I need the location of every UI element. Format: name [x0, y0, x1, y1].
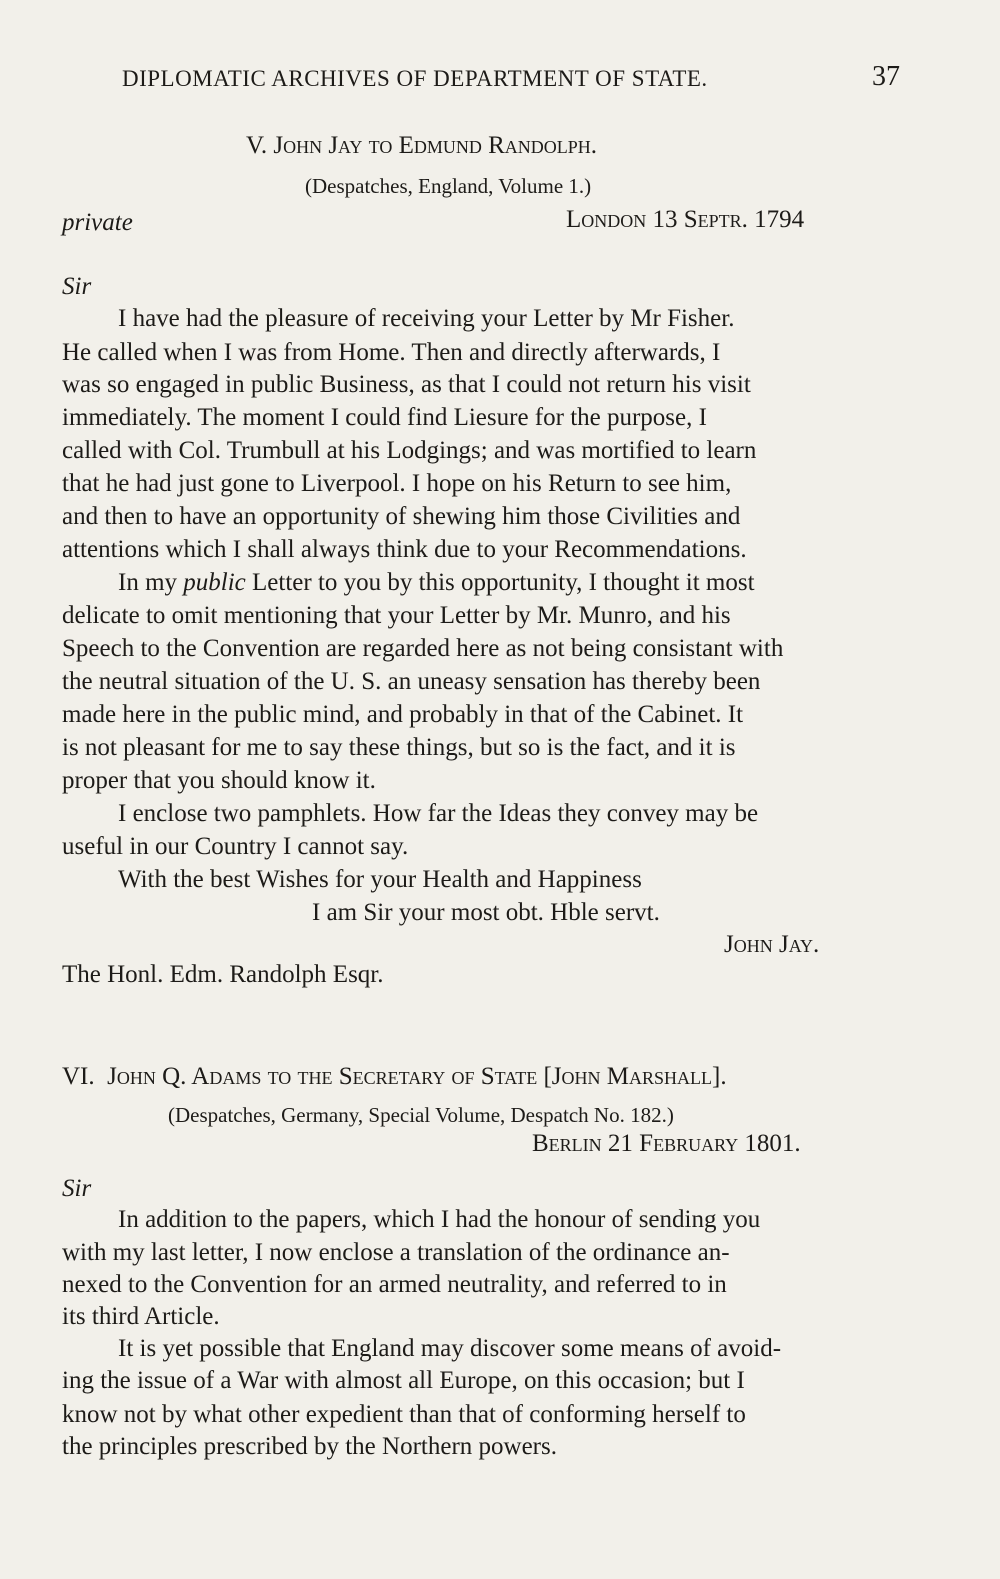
addressee: The Honl. Edm. Randolph Esqr. [62, 961, 384, 988]
body-line: It is yet possible that England may discover some means of avoid- [118, 1335, 782, 1362]
letter-correspondents: John Jay to Edmund Randolph. [273, 132, 598, 159]
body-line: the principles prescribed by the Northern powers. [62, 1433, 557, 1460]
body-line: made here in the public mind, and probably in that of the Cabinet. It [62, 701, 744, 728]
letter-dateline: Berlin 21 February 1801. [532, 1130, 801, 1157]
letter-dateline: London 13 Septr. 1794 [566, 206, 805, 233]
letter-salutation: Sir [62, 273, 92, 300]
body-line: that he had just gone to Liverpool. I hope on his Return to see him, [62, 470, 732, 497]
body-line: delicate to omit mentioning that your Letter by Mr. Munro, and his [62, 602, 731, 629]
body-line: nexed to the Convention for an armed neutrality, and referred to in [62, 1271, 727, 1298]
letter-salutation: Sir [62, 1175, 92, 1202]
letter-number: V. [246, 132, 268, 159]
body-line: proper that you should know it. [62, 767, 376, 794]
letter-correspondents: John Q. Adams to the Secretary of State [107, 1063, 538, 1090]
letter-marking: private [62, 209, 133, 236]
body-line: is not pleasant for me to say these things, but so is the fact, and it is [62, 734, 736, 761]
letter-bracket-name: [John Marshall]. [543, 1063, 727, 1090]
body-line: ing the issue of a War with almost all Europe, on this occasion; but I [62, 1367, 745, 1394]
letter-source: (Despatches, Germany, Special Volume, Despatch No. 182.) [168, 1103, 674, 1127]
body-line: In addition to the papers, which I had the honour of sending you [118, 1206, 761, 1233]
body-line: He called when I was from Home. Then and directly afterwards, I [62, 339, 721, 366]
body-line: attentions which I shall always think due to your Recommendations. [62, 536, 747, 563]
letter-heading [62, 1062, 727, 1092]
body-line: with my last letter, I now enclose a translation of the ordinance an- [62, 1239, 730, 1266]
body-line: its third Article. [62, 1303, 220, 1330]
body-line: was so engaged in public Business, as that I could not return his visit [62, 371, 751, 398]
body-line: immediately. The moment I could find Liesure for the purpose, I [62, 404, 707, 431]
body-line: I enclose two pamphlets. How far the Ideas they convey may be [118, 800, 759, 827]
body-line: With the best Wishes for your Health and Happiness [118, 866, 642, 893]
body-line: Speech to the Convention are regarded here as not being consistant with [62, 635, 784, 662]
body-line: I have had the pleasure of receiving your Letter by Mr Fisher. [118, 305, 735, 332]
letter-heading [246, 131, 597, 161]
body-line: useful in our Country I cannot say. [62, 833, 409, 860]
body-line: and then to have an opportunity of shewing him those Civilities and [62, 503, 741, 530]
body-line: the neutral situation of the U. S. an uneasy sensation has thereby been [62, 668, 761, 695]
body-line: In my public Letter to you by this opportunity, I thought it most [118, 569, 755, 596]
body-line: know not by what other expedient than that of conforming herself to [62, 1401, 746, 1428]
page-number: 37 [872, 61, 900, 92]
signature: John Jay. [724, 931, 820, 958]
emphasis-text: public [183, 569, 246, 596]
running-head-title: DIPLOMATIC ARCHIVES OF DEPARTMENT OF STATE. [122, 66, 708, 91]
letter-source: (Despatches, England, Volume 1.) [305, 174, 592, 198]
letter-number: VI. [62, 1063, 95, 1090]
body-line: called with Col. Trumbull at his Lodgings; and was mortified to learn [62, 437, 757, 464]
body-line: I am Sir your most obt. Hble servt. [312, 899, 660, 926]
